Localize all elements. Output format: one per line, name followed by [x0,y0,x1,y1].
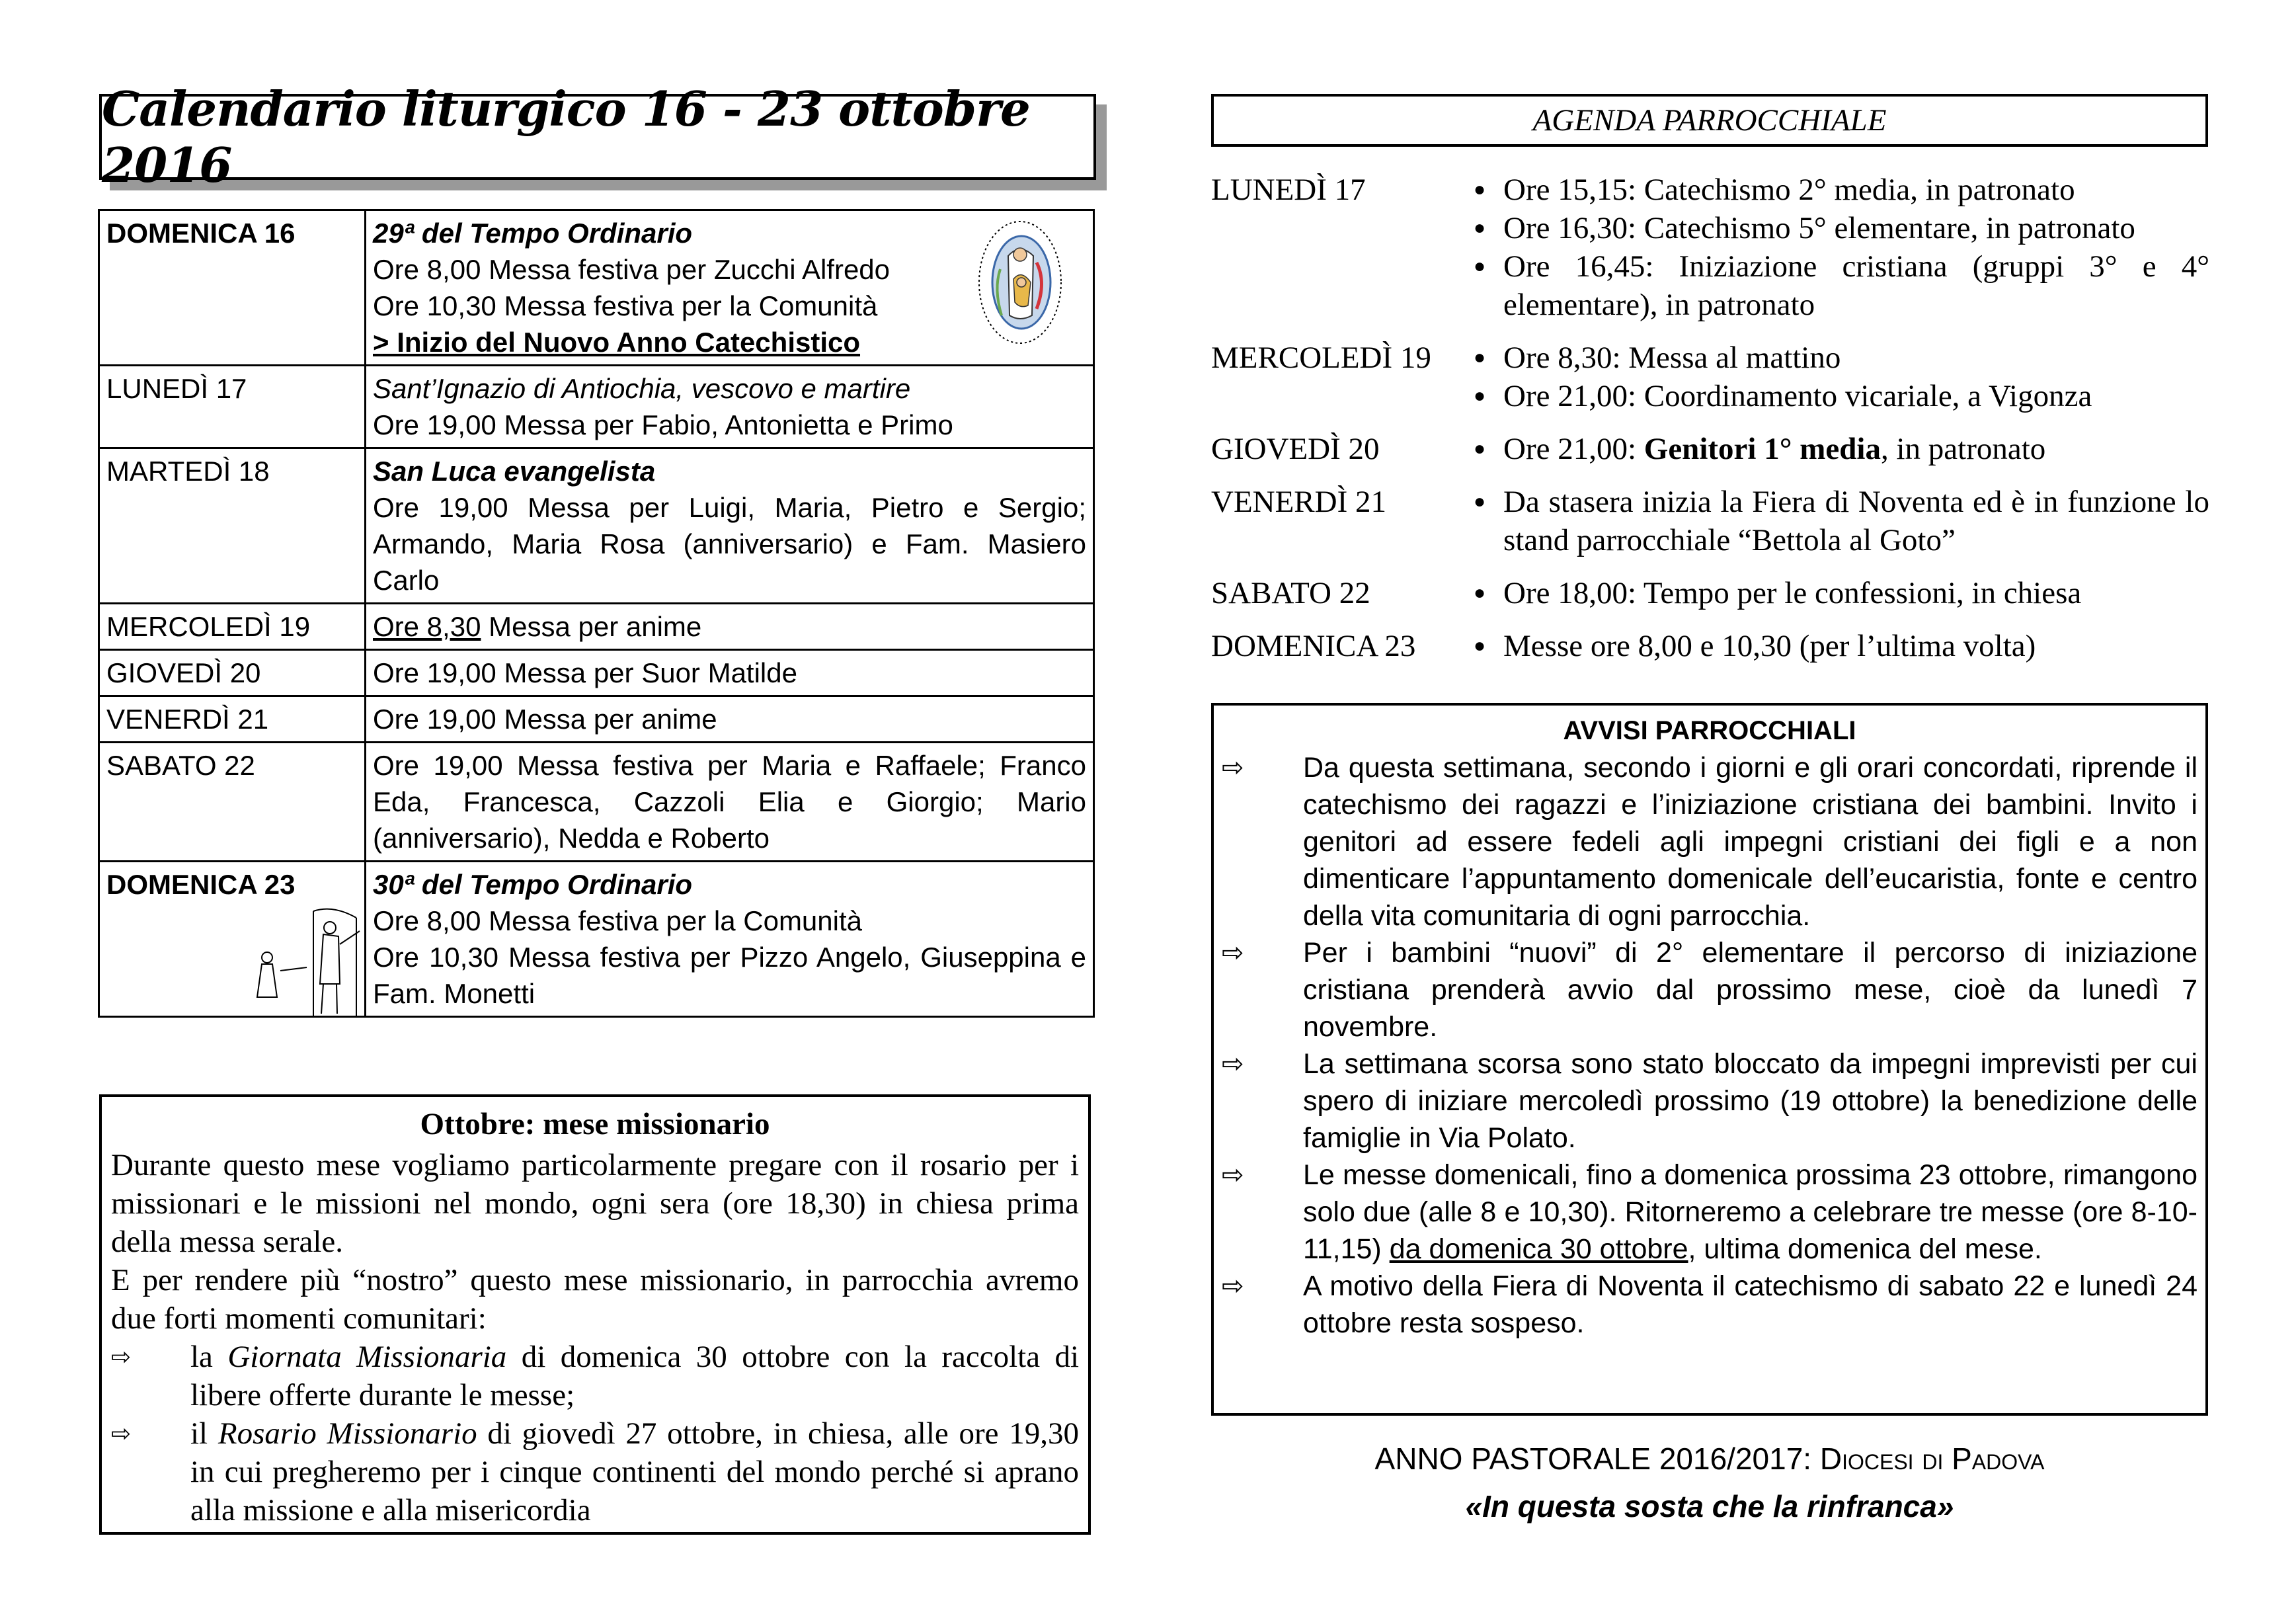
table-row [99,743,1094,862]
parish-notices-box [1211,703,2208,1416]
agenda-row [1211,483,2209,559]
bullet-icon: ● [1473,217,1486,239]
agenda-title: AGENDA PARROCCHIALE [1532,103,1887,138]
day-cell: MERCOLEDÌ 19 [99,604,366,650]
mass-line: Ore 10,30 Messa festiva per Pizzo Angelo, Giuseppina e Fam. Monetti [373,942,1086,1009]
list-item: ● Ore 18,00: Tempo per le confessioni, in chiesa [1456,574,2209,612]
celebration-title: 29ª del Tempo Ordinario [373,218,693,249]
agenda-day: MERCOLEDÌ 19 [1211,341,1431,375]
saint-of-day: San Luca evangelista [373,456,656,487]
mass-line: Ore 19,00 Messa per Luigi, Maria, Pietro e Sergio; Armando, Maria Rosa (anniversario) e Fam. Masiero Carlo [373,492,1086,596]
pastoral-motto: «In questa sosta che la rinfranca» [1465,1489,1954,1523]
agenda-day: DOMENICA 23 [1211,629,1416,663]
missionary-paragraph: E per rendere più “nostro” questo mese missionario, in parrocchia avremo due forti momenti comunitari: [111,1263,1079,1336]
details-cell [366,650,1094,696]
day-cell: VENERDÌ 21 [99,696,366,743]
list-item: ● Ore 8,30: Messa al mattino [1456,339,2209,377]
list-item: ● Ore 16,45: Iniziazione cristiana (gruppi 3° e 4° elementare), in patronato [1456,247,2209,324]
arrow-right-icon: ⇨ [1222,1160,1244,1190]
catechism-start-note: > Inizio del Nuovo Anno Catechistico [373,327,861,358]
saint-of-day: Sant’Ignazio di Antiochia, vescovo e martire [373,373,911,404]
parish-agenda [1211,171,2209,680]
event-name: Rosario Missionario [218,1416,477,1451]
table-row [99,696,1094,743]
calendar-title: Calendario liturgico 16 - 23 ottobre 2016 [102,81,1030,193]
agenda-title-box [1211,94,2208,147]
liturgical-calendar-table [98,209,1095,1018]
agenda-day: GIOVEDÌ 20 [1211,432,1380,466]
list-item: ⇨ Per i bambini “nuovi” di 2° elementare il percorso di iniziazione cristiana prenderà avvio dal prossimo mese, cioè da lunedì 7 novembre. [1222,934,2197,1045]
jubilee-mercy-logo-icon [974,216,1066,348]
list-item: ⇨ A motivo della Fiera di Noventa il catechismo di sabato 22 e lunedì 24 ottobre resta sospeso. [1222,1268,2197,1342]
agenda-day: LUNEDÌ 17 [1211,173,1366,207]
bullet-icon: ● [1473,438,1486,460]
list-item: ● Ore 16,30: Catechismo 5° elementare, in patronato [1456,209,2209,247]
bullet-icon: ● [1473,385,1486,407]
arrow-right-icon: ⇨ [1222,938,1244,967]
mass-time: Ore 8,30 [373,611,481,642]
day-cell: SABATO 22 [99,743,366,862]
list-item: ⇨ il Rosario Missionario di giovedì 27 ottobre, in chiesa, alle ore 19,30 in cui pregheremo per i cinque continenti del mondo perché si aprano alla missione e alla misericordia [111,1414,1079,1529]
table-row [99,210,1094,366]
notices-heading: AVVISI PARROCCHIALI [1563,716,1856,745]
agenda-row [1211,627,2209,665]
mass-line: Messa per anime [481,611,702,642]
table-row [99,448,1094,604]
details-cell [366,210,1094,366]
day-cell: GIOVEDÌ 20 [99,650,366,696]
list-item: ⇨ la Giornata Missionaria di domenica 30 ottobre con la raccolta di libere offerte durante le messe; [111,1338,1079,1414]
agenda-row [1211,430,2209,468]
agenda-day: SABATO 22 [1211,576,1370,610]
mass-line: Ore 10,30 Messa festiva per la Comunità [373,290,878,321]
bullet-icon: ● [1473,255,1486,277]
pastoral-year-line: ANNO PASTORALE 2016/2017: Diocesi di Padova [1374,1441,2045,1476]
day-cell: LUNEDÌ 17 [99,366,366,448]
arrow-right-icon: ⇨ [1222,1272,1244,1301]
day-cell: DOMENICA 16 [99,210,366,366]
list-item: ● Messe ore 8,00 e 10,30 (per l’ultima volta) [1456,627,2209,665]
bullet-icon: ● [1473,582,1486,604]
list-item: ⇨ Da questa settimana, secondo i giorni e gli orari concordati, riprende il catechismo dei ragazzi e l’iniziazione cristiana dei bambini. Invito i genitori ad essere fedeli agli impegni cristiani dei figli e a non dimenticare l’appuntamento domenicale dell’eucaristia, fonte e centro della vita comunitaria di ogni parrocchia. [1222,749,2197,934]
mass-line: Ore 19,00 Messa per Fabio, Antonietta e Primo [373,409,953,440]
mass-line: Ore 19,00 Messa per anime [373,704,717,735]
event-name: Giornata Missionaria [227,1340,507,1374]
list-item: ● Ore 21,00: Coordinamento vicariale, a Vigonza [1456,377,2209,415]
gospel-sketch-icon [241,905,373,1024]
bullet-icon: ● [1473,346,1486,368]
list-item: ● Ore 21,00: Genitori 1° media, in patronato [1456,430,2209,468]
arrow-right-icon: ⇨ [111,1344,132,1370]
bullet-icon: ● [1473,179,1486,200]
list-item: ⇨ La settimana scorsa sono stato bloccato da impegni imprevisti per cui spero di iniziare mercoledì prossimo (19 ottobre) la benedizione delle famiglie in Via Polato. [1222,1045,2197,1157]
bullet-icon: ● [1473,635,1486,657]
mass-line: Ore 19,00 Messa festiva per Maria e Raffaele; Franco Eda, Francesca, Cazzoli Elia e Giorgio; Mario (anniversario), Nedda e Roberto [373,750,1086,854]
details-cell [366,862,1094,1017]
table-row [99,650,1094,696]
agenda-row [1211,171,2209,324]
list-item: ● Ore 15,15: Catechismo 2° media, in patronato [1456,171,2209,209]
pastoral-year-footer [1211,1435,2208,1530]
missionary-heading: Ottobre: mese missionario [420,1107,770,1141]
details-cell [366,743,1094,862]
arrow-right-icon: ⇨ [111,1420,132,1447]
list-item: ● Da stasera inizia la Fiera di Noventa ed è in funzione lo stand parrocchiale “Bettola al Goto” [1456,483,2209,559]
day-cell: DOMENICA 23 [99,862,366,1017]
day-cell: MARTEDÌ 18 [99,448,366,604]
details-cell [366,604,1094,650]
details-cell [366,448,1094,604]
details-cell [366,696,1094,743]
details-cell [366,366,1094,448]
bullet-icon: ● [1473,491,1486,512]
table-row [99,604,1094,650]
calendar-title-box [99,81,1096,193]
celebration-title: 30ª del Tempo Ordinario [373,869,693,900]
agenda-day: VENERDÌ 21 [1211,485,1386,519]
list-item: ⇨ Le messe domenicali, fino a domenica prossima 23 ottobre, rimangono solo due (alle 8 e 10,30). Ritorneremo a celebrare tre messe (ore 8-10-11,15) da domenica 30 ottobre, ultima domenica del mese. [1222,1157,2197,1268]
mass-line: Ore 19,00 Messa per Suor Matilde [373,657,797,688]
mass-line: Ore 8,00 Messa festiva per la Comunità [373,905,863,936]
missionary-month-box [99,1094,1091,1535]
agenda-row [1211,339,2209,415]
table-row [99,366,1094,448]
missionary-list [111,1338,1079,1529]
arrow-right-icon: ⇨ [1222,753,1244,782]
table-row [99,862,1094,1017]
agenda-row [1211,574,2209,612]
missionary-paragraph: Durante questo mese vogliamo particolarmente pregare con il rosario per i missionari e le missioni nel mondo, ogni sera (ore 18,30) in chiesa prima della messa serale. [111,1148,1079,1259]
mass-line: Ore 8,00 Messa festiva per Zucchi Alfredo [373,254,891,285]
arrow-right-icon: ⇨ [1222,1049,1244,1078]
